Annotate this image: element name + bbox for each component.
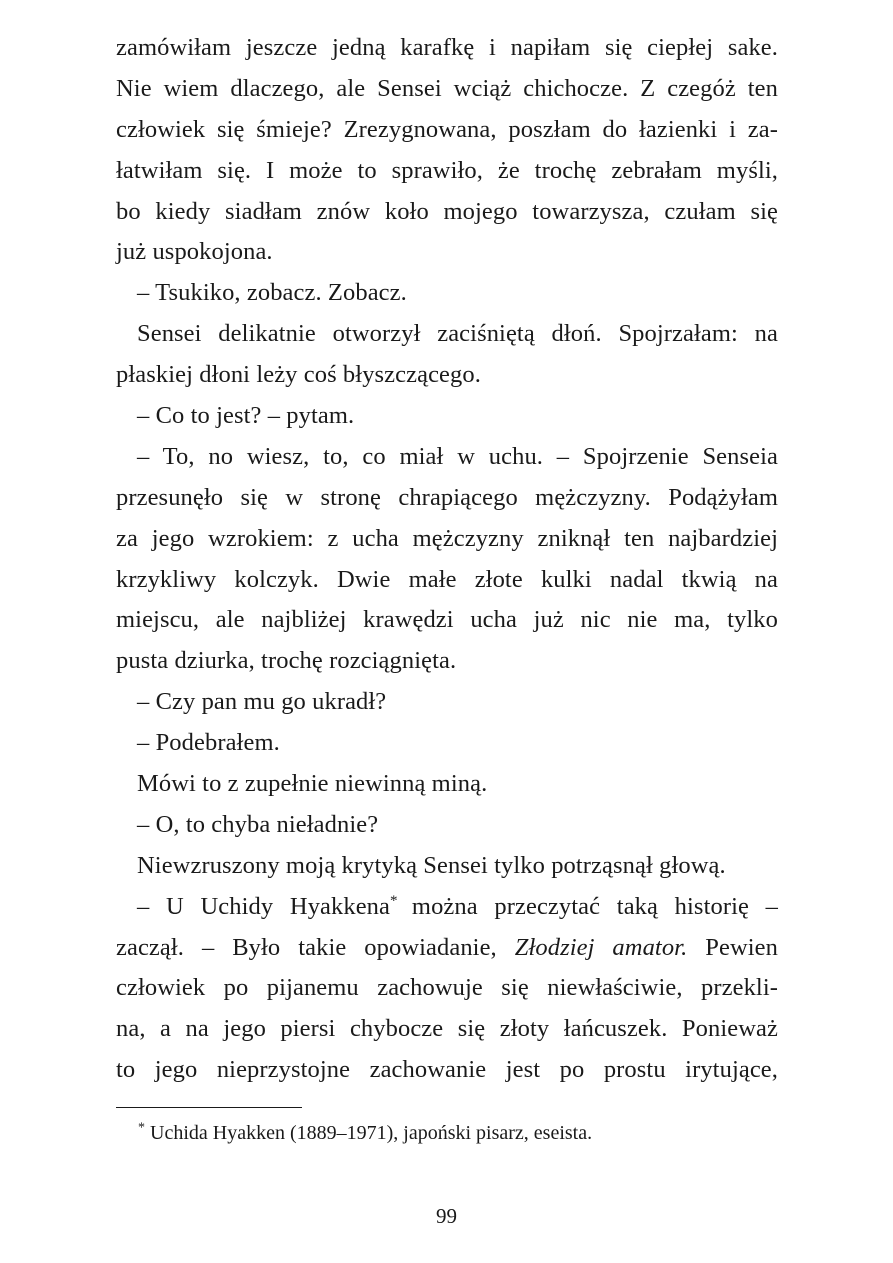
text-line: zamówiłam jeszcze jedną karafkę i napiłam się ciepłej sake. xyxy=(116,34,778,61)
text-fragment: Pewien xyxy=(705,933,779,961)
text-line: już uspokojona. xyxy=(116,238,273,266)
text-line: Nie wiem dlaczego, ale Sensei wciąż chichocze. Z czegóż ten xyxy=(116,74,778,102)
text-line: przesunęło się w stronę chrapiącego mężczyzny. Podążyłam xyxy=(116,483,778,511)
page-number: 99 xyxy=(436,1204,457,1228)
text-line: bo kiedy siadłam znów koło mojego towarzysza, czułam się xyxy=(116,197,778,225)
text-line: płaskiej dłoni leży coś błyszczącego. xyxy=(116,361,481,389)
text-line: miejscu, ale najbliżej krawędzi ucha już nic nie ma, tylko xyxy=(116,606,778,634)
text-line xyxy=(116,928,778,969)
text-line: to jego nieprzystojne zachowanie jest po prostu irytujące, xyxy=(116,1056,778,1084)
text-line: pusta dziurka, trochę rozciągnięta. xyxy=(116,647,457,675)
text-line: – Podebrałem. xyxy=(137,729,280,757)
footnote-text: Uchida Hyakken (1889–1971), japoński pisarz, eseista. xyxy=(150,1122,593,1144)
page-body xyxy=(116,28,778,1091)
text-fragment: można przeczytać taką historię – xyxy=(411,892,778,920)
text-fragment: – U Uchidy Hyakkena xyxy=(137,892,391,920)
text-line xyxy=(116,887,778,928)
text-line: krzykliwy kolczyk. Dwie małe złote kulki nadal tkwią na xyxy=(116,565,778,593)
text-line: Mówi to z zupełnie niewinną miną. xyxy=(137,770,488,798)
text-line: Sensei delikatnie otworzył zaciśniętą dłoń. Spojrzałam: na xyxy=(137,320,778,348)
text-line: łatwiłam się. I może to sprawiło, że trochę zebrałam myśli, xyxy=(116,156,778,184)
italic-title: Złodziej amator. xyxy=(514,933,688,961)
text-line: – To, no wiesz, to, co miał w uchu. – Spojrzenie Senseia xyxy=(137,442,778,470)
footnote-mark: * xyxy=(138,1120,145,1136)
text-line: Niewzruszony moją krytyką Sensei tylko potrząsnął głową. xyxy=(137,851,726,879)
text-line: – Czy pan mu go ukradł? xyxy=(137,688,387,716)
text-line: – Tsukiko, zobacz. Zobacz. xyxy=(137,279,407,307)
text-fragment: zaczął. – Było takie opowiadanie, xyxy=(116,933,497,961)
footnote-reference: * xyxy=(390,892,412,909)
text-line: za jego wzrokiem: z ucha mężczyzny zniknął ten najbardziej xyxy=(116,524,778,552)
text-line: na, a na jego piersi chybocze się złoty łańcuszek. Ponieważ xyxy=(116,1015,778,1043)
footnote xyxy=(138,1119,592,1147)
footnote-divider xyxy=(116,1107,302,1108)
text-line: – O, to chyba niеładnie? xyxy=(137,810,379,838)
text-line: człowiek po pijanemu zachowuje się niewłaściwie, przekli- xyxy=(116,974,778,1002)
text-line: – Co to jest? – pytam. xyxy=(137,402,355,430)
text-line: człowiek się śmieje? Zrezygnowana, poszłam do łazienki i za- xyxy=(116,115,778,143)
